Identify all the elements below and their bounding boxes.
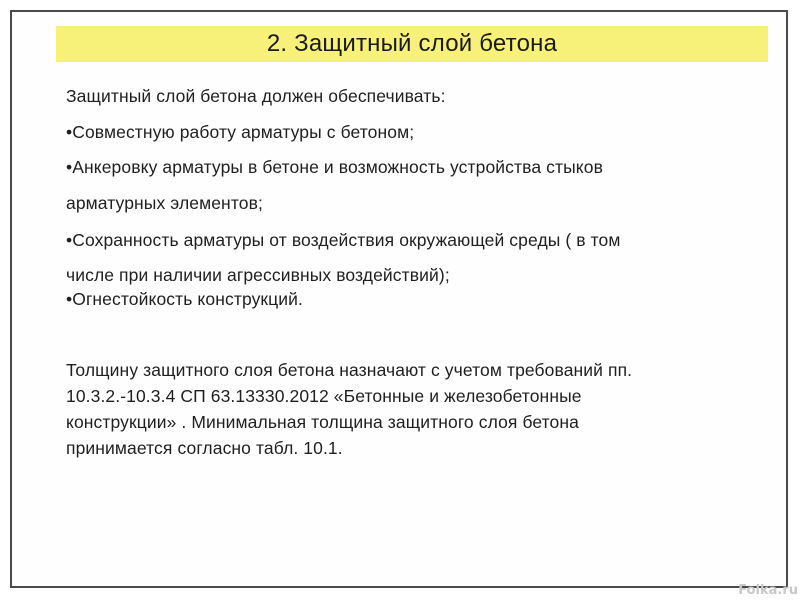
bullet-fire-resistance: •Огнестойкость конструкций. bbox=[66, 289, 304, 309]
slide bbox=[10, 10, 788, 588]
slide-title: 2. Защитный слой бетона bbox=[266, 30, 558, 57]
paragraph-line: принимается согласно табл. 10.1. bbox=[66, 438, 343, 458]
bullet-joint-work: •Совместную работу арматуры с бетоном; bbox=[66, 122, 415, 142]
paragraph-line: конструкции» . Минимальная толщина защитного слоя бетона bbox=[66, 412, 579, 432]
bullet-preservation-cont: числе при наличии агрессивных воздействий); bbox=[66, 265, 450, 285]
paragraph-line: Толщину защитного слоя бетона назначают с учетом требований пп. bbox=[66, 360, 633, 380]
bullet-preservation: •Сохранность арматуры от воздействия окружающей среды ( в том bbox=[66, 230, 621, 250]
bullet-anchorage: •Анкеровку арматуры в бетоне и возможность устройства стыков bbox=[66, 157, 603, 177]
bullet-anchorage-cont: арматурных элементов; bbox=[66, 193, 263, 213]
thickness-paragraph bbox=[66, 357, 746, 461]
title-band bbox=[56, 26, 768, 62]
paragraph-line: 10.3.2.-10.3.4 СП 63.13330.2012 «Бетонные и железобетонные bbox=[66, 386, 582, 406]
watermark-logo: Folka.ru bbox=[738, 583, 798, 598]
intro-line: Защитный слой бетона должен обеспечивать: bbox=[66, 86, 446, 106]
